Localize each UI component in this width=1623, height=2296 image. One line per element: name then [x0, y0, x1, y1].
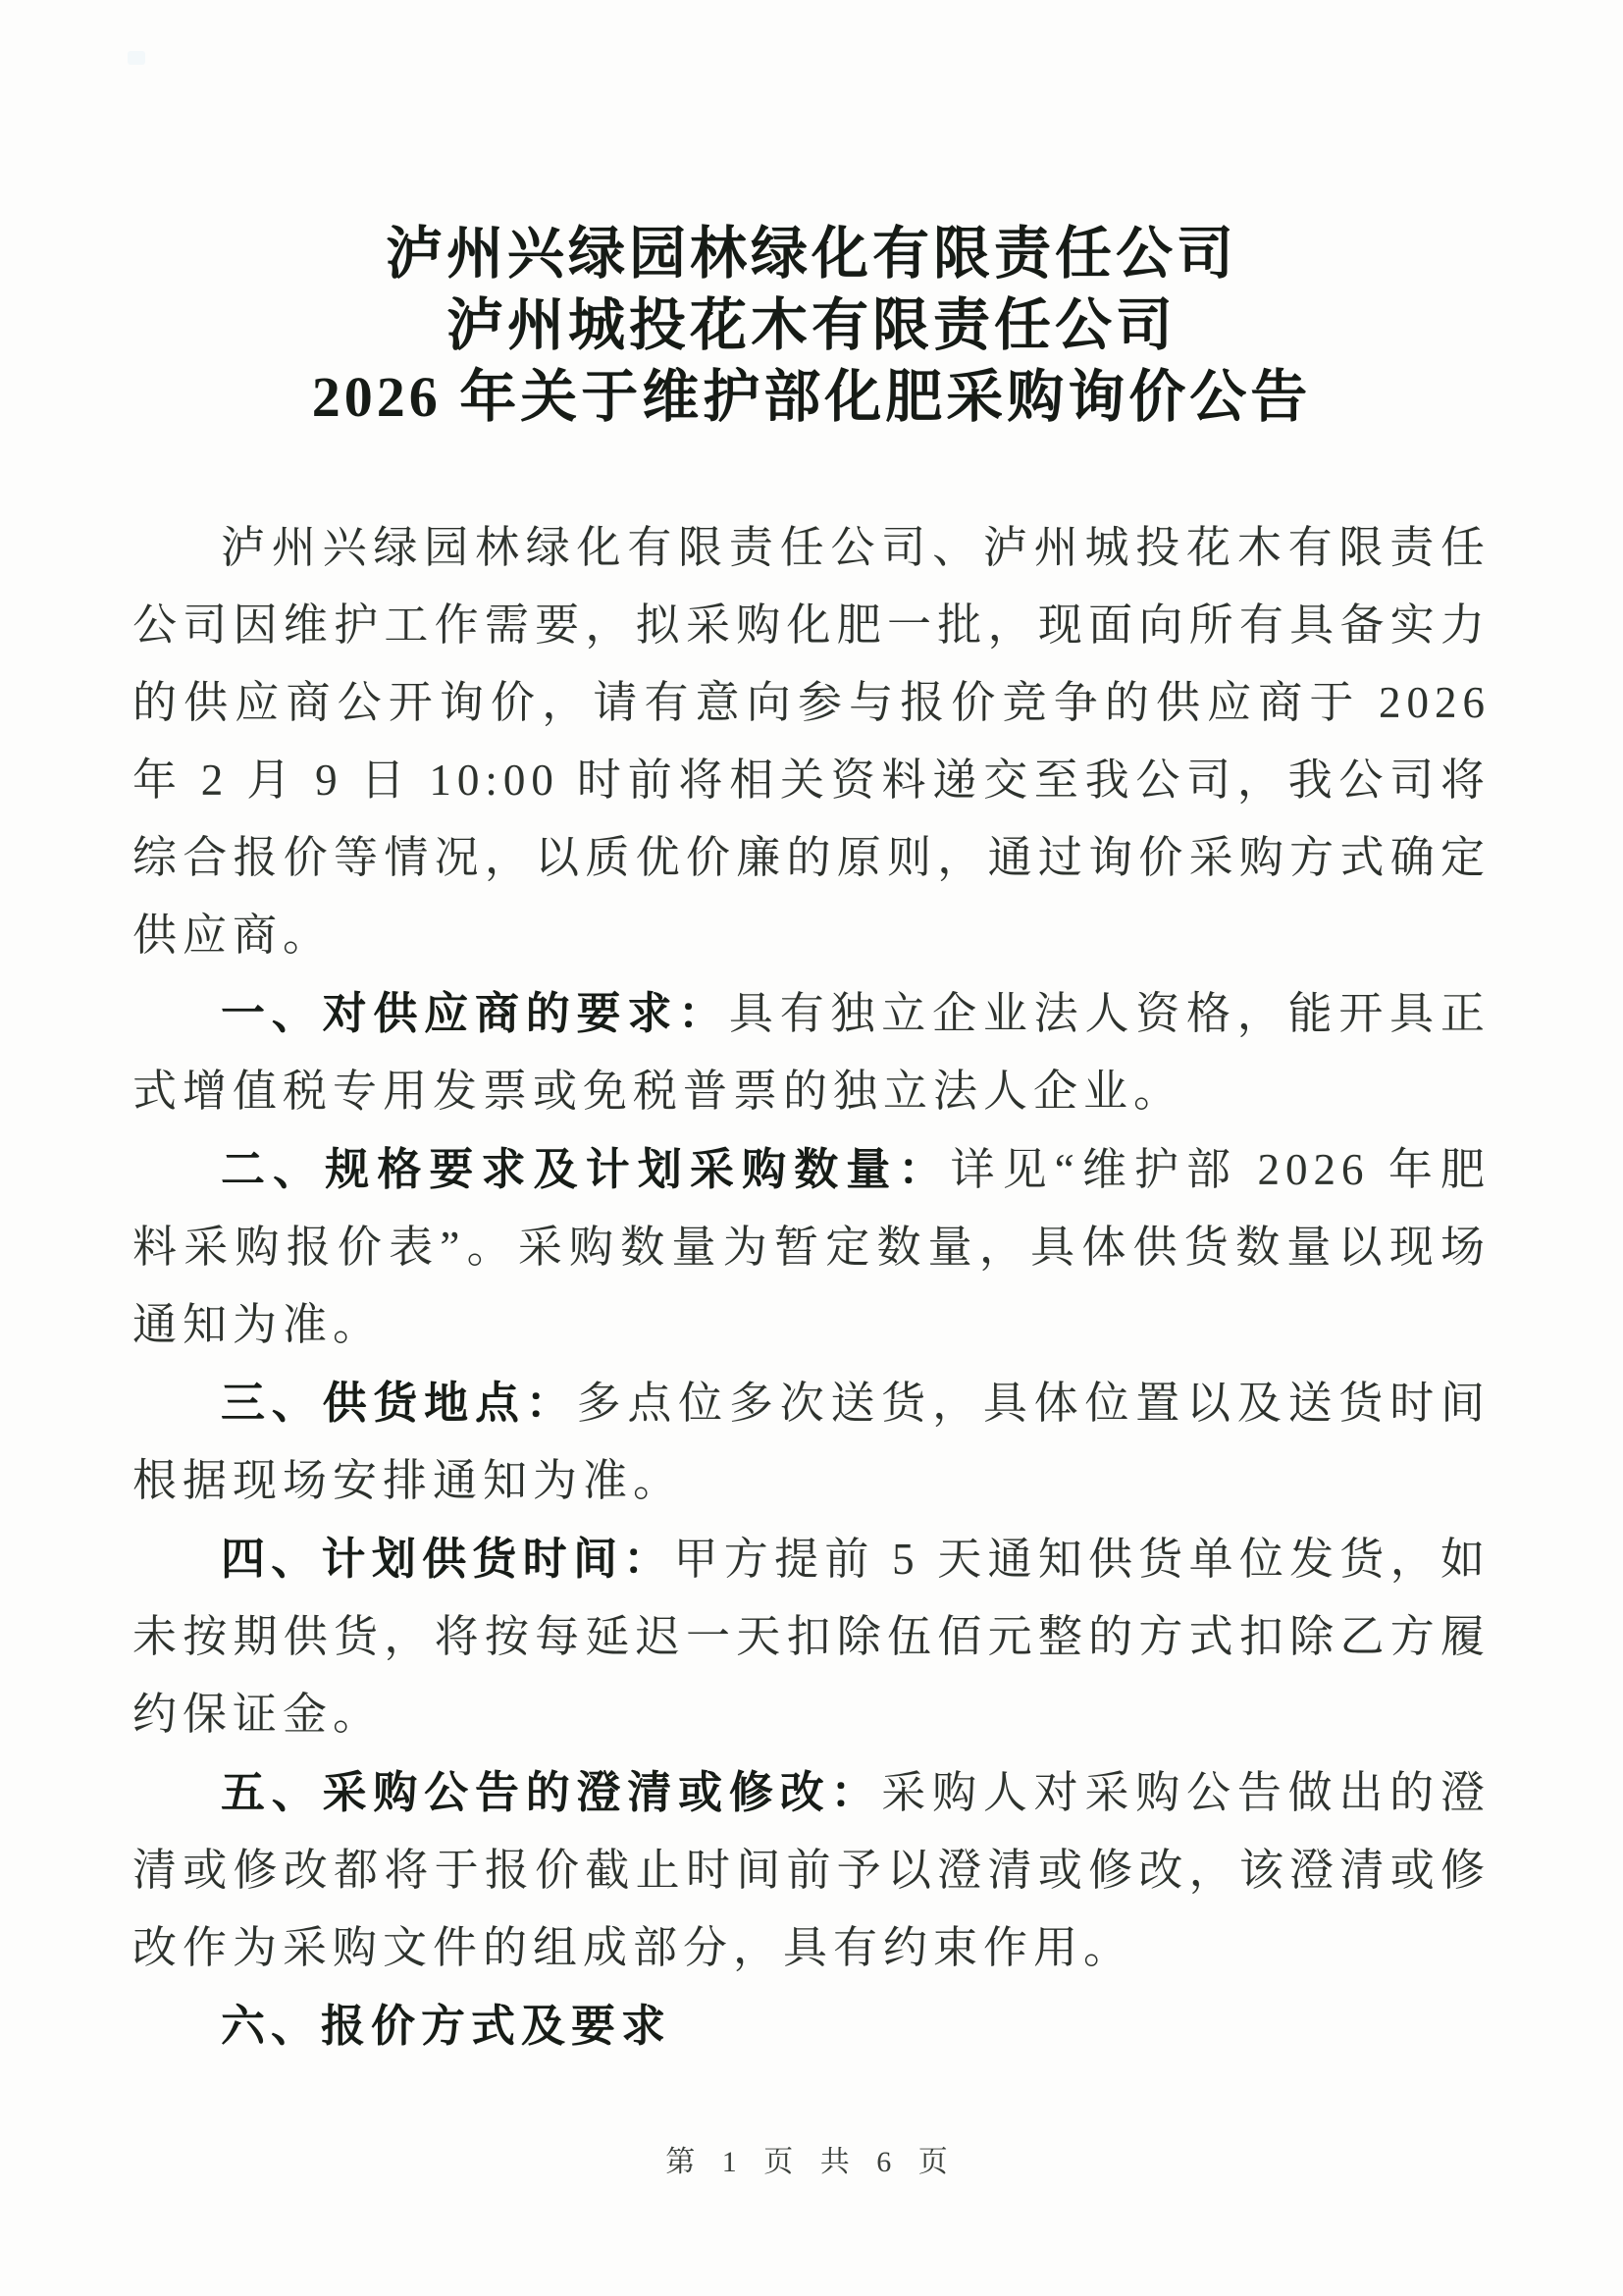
section-text-2: 详见“维护部 2026 年肥料采购报价表”。采购数量为暂定数量，具体供货数量以现场通知为准。 — [132, 1145, 1491, 1349]
section-heading-2: 二、规格要求及计划采购数量： — [221, 1144, 951, 1194]
section-text-4: 甲方提前 5 天通知供货单位发货，如未按期供货，将按每延迟一天扣除伍佰元整的方式扣除乙方履约保证金。 — [132, 1535, 1491, 1739]
title-line-company-1: 泸州兴绿园林绿化有限责任公司 — [385, 222, 1237, 286]
document-title — [0, 0, 1623, 433]
section-text-3: 多点位多次送货，具体位置以及送货时间根据现场安排通知为准。 — [132, 1379, 1491, 1505]
section-heading-1: 一、对供应商的要求： — [221, 988, 729, 1038]
section-text-1: 具有独立企业法人资格，能开具正式增值税专用发票或免税普票的独立法人企业。 — [132, 989, 1491, 1116]
section-heading-4: 四、计划供货时间： — [221, 1534, 674, 1584]
scan-artifact — [128, 51, 145, 65]
section-paragraph-4 — [132, 1520, 1491, 1753]
section-heading-6: 六、报价方式及要求 — [221, 2001, 672, 2051]
page-number-footer: 第 1 页 共 6 页 — [665, 2146, 958, 2178]
intro-paragraph: 泸州兴绿园林绿化有限责任公司、泸州城投花木有限责任公司因维护工作需要，拟采购化肥一批，现面向所有具备实力的供应商公开询价，请有意向参与报价竞争的供应商于 2026 年 2 月 9 日 10:00 时前将相关资料递交至我公司，我公司将综合报价等情况，以质优价廉的原则，通过询价采购方式确定供应商。 — [132, 523, 1491, 960]
document-body — [132, 509, 1491, 2065]
section-heading-3: 三、供货地点： — [221, 1378, 577, 1428]
title-line-notice: 2026 年关于维护部化肥采购询价公告 — [311, 365, 1312, 429]
section-text-5: 采购人对采购公告做出的澄清或修改都将于报价截止时间前予以澄清或修改，该澄清或修改作为采购文件的组成部分，具有约束作用。 — [132, 1768, 1491, 1972]
section-paragraph-3 — [132, 1364, 1491, 1520]
section-paragraph-2 — [132, 1130, 1491, 1364]
section-paragraph-5 — [132, 1753, 1491, 1987]
section-paragraph-1 — [132, 974, 1491, 1130]
section-paragraph-6 — [132, 1987, 1491, 2065]
section-heading-5: 五、采购公告的澄清或修改： — [221, 1767, 882, 1817]
title-line-company-2: 泸州城投花木有限责任公司 — [445, 293, 1177, 357]
